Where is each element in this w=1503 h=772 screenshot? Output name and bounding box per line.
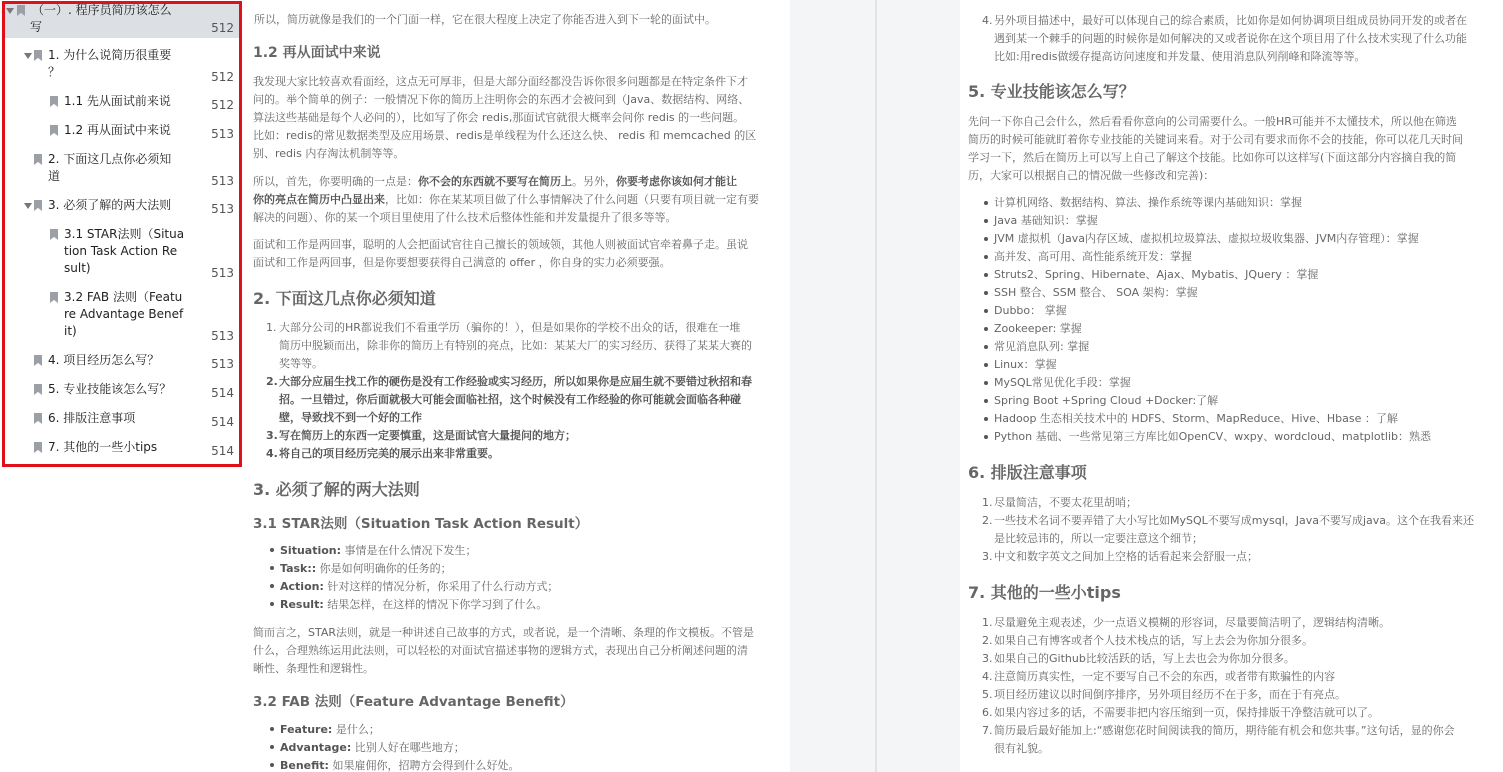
skill-item: Struts2、Spring、Hibernate、Ajax、Mybatis、JQuery ：掌握 [994, 268, 1319, 281]
bullet-icon [270, 727, 274, 731]
list-number: 2. [266, 375, 278, 388]
toc-item-skills[interactable] [4, 381, 240, 403]
list-number: 2. [982, 634, 993, 647]
toc-label: 4. 项目经历怎么写？ [48, 353, 160, 367]
toc-item-tips[interactable] [4, 439, 240, 461]
toc-page-number: 513 [211, 266, 234, 280]
bookmark-icon [34, 50, 42, 61]
collapse-arrow-icon[interactable] [24, 53, 32, 59]
list-item-line: 写在简历上的东西一定要慎重，这是面试官大量提问的地方； [279, 429, 576, 442]
list-item-line: 遇到某一个棘手的问题的时候你是如何解决的又或者说你在这个项目用了什么技术实现了什么功能 [994, 32, 1467, 45]
bullet-icon [984, 291, 988, 295]
list-item-line: 招。一旦错过，你后面就极大可能会面临社招，这个时候没有工作经验的你可能就会面临各种碰 [279, 393, 741, 406]
list-item-line: 是比较忌讳的，所以一定要注意这个细节； [994, 532, 1203, 545]
toc-item-two-rules[interactable] [4, 197, 240, 219]
bookmark-icon [50, 96, 58, 107]
paragraph-line: 别、redis 内存淘汰机制等等。 [253, 147, 405, 160]
bold-text: 你要考虑你该如何才能让 [616, 175, 737, 188]
skill-item: SSH 整合、SSM 整合、 SOA 架构：掌握 [994, 286, 1198, 299]
bullet-icon [984, 363, 988, 367]
paragraph-line: 简历的时候可能就盯着你专业技能的关键词来看。对于公司有要求而你不会的技能，你可以花几天时间 [968, 133, 1463, 146]
definition: 事情是在什么情况下发生； [344, 544, 477, 557]
toc-page-number: 514 [211, 386, 234, 400]
toc-label: 3. 必须了解的两大法则 [48, 198, 172, 212]
text-run: 所以，首先，你要明确的一点是： [253, 175, 418, 188]
toc-page-number: 513 [211, 174, 234, 188]
paragraph-line: 历，大家可以根据自己的情况做一些修改和完善)： [968, 169, 1215, 182]
bold-text: 你的亮点在简历中凸显出来 [253, 193, 385, 206]
bullet-icon [270, 566, 274, 570]
list-number: 1. [982, 496, 993, 509]
toc-label: sult) [64, 261, 91, 275]
paragraph-line [253, 174, 737, 189]
paragraph-line [253, 192, 759, 207]
toc-label: 1.2 再从面试中来说 [64, 123, 171, 137]
bullet-icon [270, 763, 274, 767]
bullet-icon [984, 309, 988, 313]
skill-item: Zookeeper: 掌握 [994, 322, 1082, 335]
bookmark-icon [50, 125, 58, 136]
toc-item-layout[interactable] [4, 410, 240, 432]
list-number: 6. [982, 706, 993, 719]
toc-page-number: 512 [211, 21, 234, 35]
list-item-line [280, 722, 380, 737]
list-item-line: 壁，导致找不到一个好的工作 [279, 411, 422, 424]
list-number: 3. [266, 429, 278, 442]
paragraph-line: 面试和工作是两回事，聪明的人会把面试官往自己擅长的领域领，其他人则被面试官牵着鼻子走。虽说 [253, 238, 748, 251]
toc-item-during-interview[interactable] [4, 122, 240, 144]
term: Situation: [280, 544, 342, 557]
definition: 你是如何明确你的任务的； [319, 562, 452, 575]
skill-item: 常见消息队列: 掌握 [994, 340, 1090, 353]
toc-label: 2. 下面这几点你必须知 [48, 152, 172, 166]
paragraph-line: 解决的问题）、你的某一个项目里使用了什么技术后整体性能和并发量提升了很多等等。 [253, 211, 677, 224]
bullet-icon [984, 255, 988, 259]
bullet-icon [984, 381, 988, 385]
term: Action: [280, 580, 324, 593]
toc-item-before-interview[interactable] [4, 93, 240, 115]
toc-label: tion Task Action Re [64, 244, 178, 258]
toc-page-number: 513 [211, 202, 234, 216]
bullet-icon [984, 237, 988, 241]
toc-item-star[interactable] [4, 226, 240, 283]
text-run: ，比如：你在某某项目做了什么事情解决了什么问题（只要有项目就一定有要 [385, 193, 759, 206]
bullet-icon [984, 201, 988, 205]
skill-item: Linux：掌握 [994, 358, 1057, 371]
bullet-icon [270, 602, 274, 606]
definition: 如果雇佣你，招聘方会得到什么好处。 [332, 759, 520, 772]
list-number: 4. [982, 670, 993, 683]
toc-page-number: 512 [211, 70, 234, 84]
collapse-arrow-icon[interactable] [6, 8, 14, 14]
heading-7: 7. 其他的一些小tips [968, 583, 1121, 602]
paragraph-line: 先问一下你自己会什么，然后看看你意向的公司需要什么。一般HR可能并不太懂技术，所以他在筛选 [968, 115, 1457, 128]
bullet-icon [270, 548, 274, 552]
toc-label: （一）. 程序员简历该怎么 [32, 3, 172, 17]
list-number: 3. [982, 652, 993, 665]
list-number: 4. [982, 14, 993, 27]
toc-page-number: 514 [211, 415, 234, 429]
bullet-icon [984, 327, 988, 331]
toc-page-number: 513 [211, 357, 234, 371]
definition: 比别人好在哪些地方； [354, 741, 465, 754]
paragraph-line: 面试和工作是两回事，但是你要想要获得自己满意的 offer ，你自身的实力必须要强。 [253, 256, 671, 269]
skill-item: Python 基础、一些常见第三方库比如OpenCV、wxpy、wordcloud、matplotlib：熟悉 [994, 430, 1431, 443]
paragraph-line: 比如：redis的常见数据类型及应用场景、redis是单线程为什么还这么快、 redis 和 memcached 的区 [253, 129, 757, 142]
list-item-line: 很有礼貌。 [994, 742, 1049, 755]
list-item-line: 尽量避免主观表述，少一点语义模糊的形容词，尽量要简洁明了，逻辑结构清晰。 [994, 616, 1390, 629]
list-number: 3. [982, 550, 993, 563]
heading-3: 3. 必须了解的两大法则 [253, 480, 420, 499]
document-page-left [246, 0, 790, 772]
toc-label: it) [64, 324, 77, 338]
list-item-line: 简历中脱颖而出，除非你的简历上有特别的亮点，比如：某某大厂的实习经历、获得了某某大赛的 [279, 339, 752, 352]
bullet-icon [270, 745, 274, 749]
list-item-line: 中文和数字英文之间加上空格的话看起来会舒服一点； [994, 550, 1258, 563]
paragraph-line: 问的。举个简单的例子：一般情况下你的简历上注明你会的东西才会被问到（Java、数据结构、网络、 [253, 93, 750, 106]
paragraph-line: 简而言之，STAR法则，就是一种讲述自己故事的方式，或者说，是一个清晰、条理的作文模板。不管是 [253, 626, 755, 639]
bold-text: 你不会的东西就不要写在简历上 [418, 175, 572, 188]
toc-page-number: 514 [211, 444, 234, 458]
paragraph-line: 我发现大家比较喜欢看面经，这点无可厚非，但是大部分面经都没告诉你很多问题都是在特定条件下才 [253, 75, 748, 88]
list-item-line: 另外项目描述中，最好可以体现自己的综合素质，比如你是如何协调项目组成员协同开发的或者在 [994, 14, 1467, 27]
definition: 结果怎样，在这样的情况下你学习到了什么。 [327, 598, 548, 611]
heading-2: 2. 下面这几点你必须知道 [253, 289, 436, 308]
toc-page-number: 513 [211, 127, 234, 141]
skill-item: Spring Boot +Spring Cloud +Docker:了解 [994, 394, 1219, 407]
list-item-line: 将自己的项目经历完美的展示出来非常重要。 [279, 447, 499, 460]
toc-label: 1.1 先从面试前来说 [64, 94, 171, 108]
bookmark-icon [34, 355, 42, 366]
toc-label: 6. 排版注意事项 [48, 411, 136, 425]
list-item-line [280, 579, 558, 594]
paragraph-line: 所以，简历就像是我们的一个门面一样，它在很大程度上决定了你能否进入到下一轮的面试中。 [254, 13, 716, 26]
definition: 是什么； [335, 723, 380, 736]
heading-6: 6. 排版注意事项 [968, 463, 1087, 482]
toc-item-resume[interactable] [4, 2, 240, 38]
toc-item-project-exp[interactable] [4, 352, 240, 374]
bullet-icon [984, 417, 988, 421]
toc-label: 写 [30, 20, 43, 34]
bookmark-icon [50, 292, 58, 303]
term: Task:: [280, 562, 317, 575]
skill-item: Dubbo： 掌握 [994, 304, 1067, 317]
bookmark-icon [34, 200, 42, 211]
paragraph-line: 学习一下，然后在简历上可以写上自己了解这个技能。比如你可以这样写(下面这部分内容摘自我的简 [968, 151, 1457, 164]
paragraph-line: 算法这些基础是每个人必问的），比如写了你会 redis,那面试官就很大概率会问你 redis 的一些问题。 [253, 111, 745, 124]
term: Advantage: [280, 741, 352, 754]
list-item-line: 如果自己有博客或者个人技术栈点的话，写上去会为你加分很多。 [994, 634, 1313, 647]
heading-1-2: 1.2 再从面试中来说 [253, 45, 381, 61]
page-gap [790, 0, 875, 772]
toc-page-number: 512 [211, 98, 234, 112]
toc-item-why-important[interactable] [4, 47, 240, 87]
skill-item: 计算机网络、数据结构、算法、操作系统等课内基础知识：掌握 [994, 196, 1302, 209]
toc-label: 3.2 FAB 法则（Featu [64, 290, 183, 304]
toc-label: 3.1 STAR法则（Situa [64, 227, 185, 241]
term: Feature: [280, 723, 333, 736]
bookmark-icon [34, 384, 42, 395]
toc-label: 1. 为什么说简历很重要 [48, 48, 172, 62]
list-item-line [280, 740, 465, 755]
list-number: 4. [266, 447, 278, 460]
list-item-line: 项目经历建议以时间倒序排序，另外项目经历不在于多，而在于有亮点。 [994, 688, 1346, 701]
bookmark-icon [34, 154, 42, 165]
toc-label: 5. 专业技能该怎么写？ [48, 382, 172, 396]
definition: 针对这样的情况分析，你采用了什么行动方式； [327, 580, 559, 593]
bullet-icon [984, 435, 988, 439]
heading-3-1: 3.1 STAR法则（Situation Task Action Result） [253, 516, 589, 532]
paragraph-line: 什么，合理熟练运用此法则，可以轻松的对面试官描述事物的逻辑方式，表现出自己分析阐述问题的清 [253, 644, 748, 657]
document-page-right [960, 0, 1503, 772]
heading-5: 5. 专业技能该怎么写？ [968, 82, 1135, 101]
toc-label: 7. 其他的一些小tips [48, 440, 158, 454]
list-item-line: 一些技术名词不要弄错了大小写比如MySQL不要写成mysql，Java不要写成java。这个在我看来还 [994, 514, 1475, 527]
list-item-line: 如果内容过多的话，不需要非把内容压缩到一页，保持排版干净整洁就可以了。 [994, 706, 1379, 719]
skill-item: JVM 虚拟机（Java内存区域、虚拟机垃圾算法、虚拟垃圾收集器、JVM内存管理）：掌握 [994, 232, 1419, 245]
list-item-line: 比如:用redis做缓存提高访问速度和并发量、使用消息队列削峰和降流等等。 [994, 50, 1366, 63]
bullet-icon [984, 399, 988, 403]
list-item-line [280, 543, 477, 558]
bookmark-icon [34, 413, 42, 424]
page-gap [877, 0, 960, 772]
heading-3-2: 3.2 FAB 法则（Feature Advantage Benefit） [253, 694, 574, 710]
list-item-line: 注意简历真实性，一定不要写自己不会的东西，或者带有欺骗性的内容 [994, 670, 1335, 683]
bookmark-icon [17, 5, 25, 16]
toc-label: 道 [48, 169, 61, 183]
bullet-icon [270, 584, 274, 588]
term: Benefit: [280, 759, 329, 772]
list-number: 1. [266, 321, 277, 334]
list-item-line [280, 758, 519, 772]
list-item-line: 大部分公司的HR都说我们不看重学历（骗你的！），但是如果你的学校不出众的话，很难在一堆 [279, 321, 741, 334]
bullet-icon [984, 219, 988, 223]
toc-page-number: 513 [211, 329, 234, 343]
toc-item-fab[interactable] [4, 289, 240, 346]
skill-item: Java 基础知识：掌握 [994, 214, 1098, 227]
list-item-line [280, 597, 547, 612]
toc-item-must-know[interactable] [4, 151, 240, 191]
list-item-line: 大部分应届生找工作的硬伤是没有工作经验或实习经历，所以如果你是应届生就不要错过秋招和春 [279, 375, 752, 388]
paragraph-line: 晰性、条理性和逻辑性。 [253, 662, 374, 675]
bullet-icon [984, 345, 988, 349]
skill-item: MySQL常见优化手段：掌握 [994, 376, 1131, 389]
skill-item: 高并发、高可用、高性能系统开发：掌握 [994, 250, 1192, 263]
term: Result: [280, 598, 324, 611]
list-item-line: 如果自己的Github比较活跃的话，写上去也会为你加分很多。 [994, 652, 1295, 665]
bullet-icon [984, 273, 988, 277]
list-number: 2. [982, 514, 993, 527]
list-item-line [280, 561, 452, 576]
text-run: 。另外， [572, 175, 616, 188]
skill-item: Hadoop 生态相关技术中的 HDFS、Storm、MapReduce、Hive、Hbase ：了解 [994, 412, 1398, 425]
collapse-arrow-icon[interactable] [24, 203, 32, 209]
list-item-line: 简历最后最好能加上:“感谢您花时间阅读我的简历，期待能有机会和您共事。”这句话，显的你会 [994, 724, 1455, 737]
toc-label: ？ [48, 65, 61, 79]
list-item-line: 奖等等。 [279, 357, 323, 370]
list-item-line: 尽量简洁，不要太花里胡哨； [994, 496, 1137, 509]
toc-label: re Advantage Benef [64, 307, 184, 321]
bookmark-icon [34, 442, 42, 453]
outline-sidebar [0, 0, 246, 772]
list-number: 1. [982, 616, 993, 629]
list-number: 5. [982, 688, 993, 701]
bookmark-icon [50, 229, 58, 240]
list-number: 7. [982, 724, 993, 737]
